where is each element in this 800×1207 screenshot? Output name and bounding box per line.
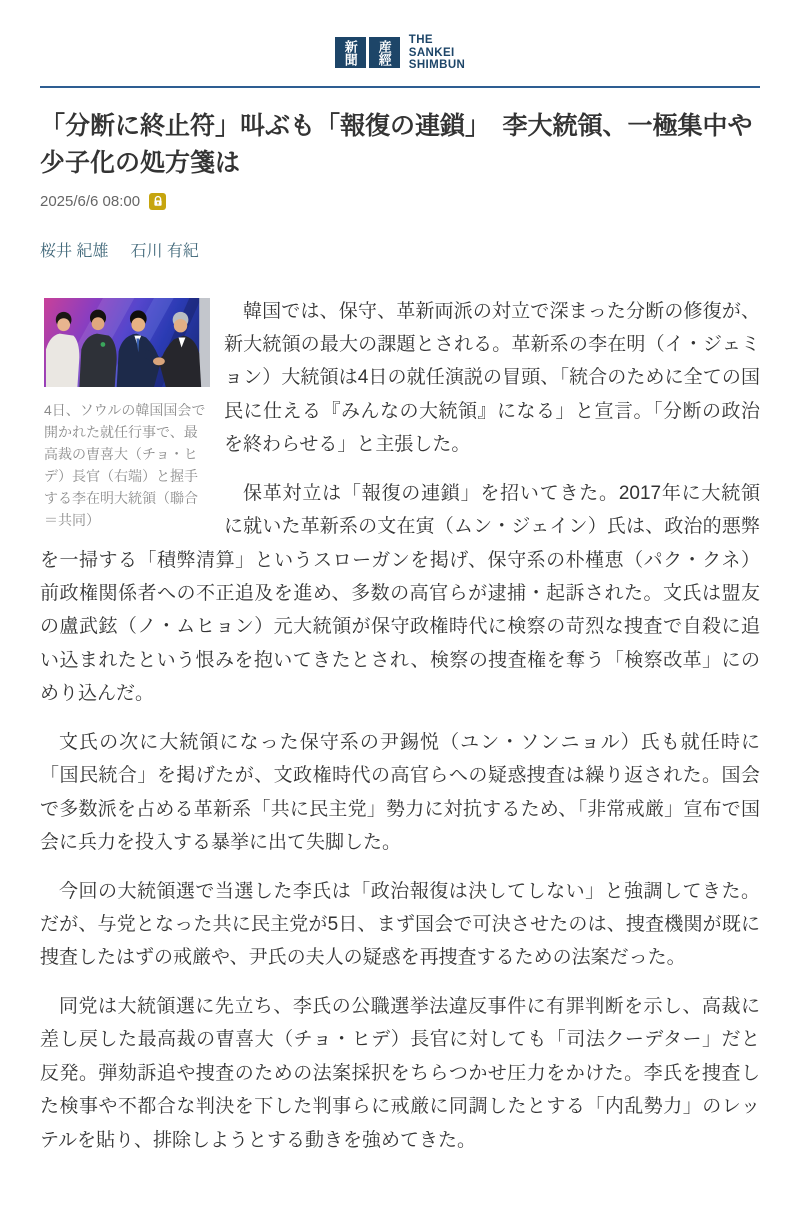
site-header — [0, 0, 800, 72]
sankei-seal-sankei-icon: 産經 — [369, 37, 400, 68]
article-body — [40, 295, 760, 1158]
figure-caption: 4日、ソウルの韓国国会で開かれた就任行事で、最高裁の曺喜大（チョ・ヒデ）長官（右端）と握手する李在明大統領（聯合＝共同） — [44, 399, 210, 531]
wordmark-line: SANKEI — [409, 47, 465, 60]
publish-date: 2025/6/6 08:00 — [40, 193, 140, 210]
article-paragraph: 保革対立は「報復の連鎖」を招いてきた。2017年に大統領に就いた革新系の文在寅（ムン・ジェイン）氏は、政治的悪弊を一掃する「積弊清算」というスローガンを掲げ、保守系の朴槿恵（パク・クネ）前政権関係者への不正追及を進め、多数の高官らが逮捕・起訴された。文氏は盟友の盧武鉉（ノ・ムヒョン）元大統領が保守政権時代に検察の苛烈な捜査で自殺に追い込まれたという恨みを抱いてきたとされ、検察の捜査権を奪う「検察改革」にのめり込んだ。 — [40, 477, 760, 711]
article-photo[interactable] — [44, 298, 210, 387]
author-link-ishikawa[interactable]: 石川 有紀 — [130, 238, 198, 261]
author-list — [40, 238, 760, 261]
member-lock-icon — [149, 193, 166, 210]
sankei-wordmark — [409, 34, 465, 72]
article-title: 「分断に終止符」叫ぶも「報復の連鎖」 李大統領、一極集中や少子化の処方箋は — [40, 108, 760, 183]
article-main — [40, 108, 760, 1207]
wordmark-line: THE — [409, 34, 465, 47]
article-paragraph: 韓国では、保守、革新両派の対立で深まった分断の修復が、新大統領の最大の課題とされる。革新系の李在明（イ・ジェミョン）大統領は4日の就任演説の冒頭、「統合のために全ての国民に仕える『みんなの大統領』になる」と宣言。「分断の政治を終わらせる」と主張した。 — [40, 295, 760, 462]
article-paragraph: 文氏の次に大統領になった保守系の尹錫悦（ユン・ソンニョル）氏も就任時に「国民統合」を掲げたが、文政権時代の高官らへの疑惑捜査は繰り返された。国会で多数派を占める革新系「共に民主党」勢力に対抗するため、「非常戒厳」宣布で国会に兵力を投入する暴挙に出て失脚した。 — [40, 726, 760, 860]
article-paragraph: 今回の大統領選で当選した李氏は「政治報復は決してしない」と強調してきた。だが、与党となった共に民主党が5日、まず国会で可決させたのは、捜査機関が既に捜査したはずの戒厳や、尹氏の夫人の疑惑を再捜査するための法案だった。 — [40, 875, 760, 975]
article-meta — [40, 193, 760, 210]
article-figure[interactable] — [44, 298, 210, 531]
author-link-sakurai[interactable]: 桜井 紀雄 — [40, 238, 108, 261]
sankei-seal-shimbun-icon: 新聞 — [335, 37, 366, 68]
header-divider — [40, 86, 760, 88]
sankei-logo[interactable] — [335, 34, 465, 72]
article-paragraph: 同党は大統領選に先立ち、李氏の公職選挙法違反事件に有罪判断を示し、高裁に差し戻した最高裁の曺喜大（チョ・ヒデ）長官に対しても「司法クーデター」だと反発。弾劾訴追や捜査のための法案採択をちらつかせ圧力をかけた。李氏を捜査した検事や不都合な判決を下した判事らに戒厳に同調したとする「内乱勢力」のレッテルを貼り、排除しようとする動きを強めてきた。 — [40, 990, 760, 1157]
wordmark-line: SHIMBUN — [409, 59, 465, 72]
